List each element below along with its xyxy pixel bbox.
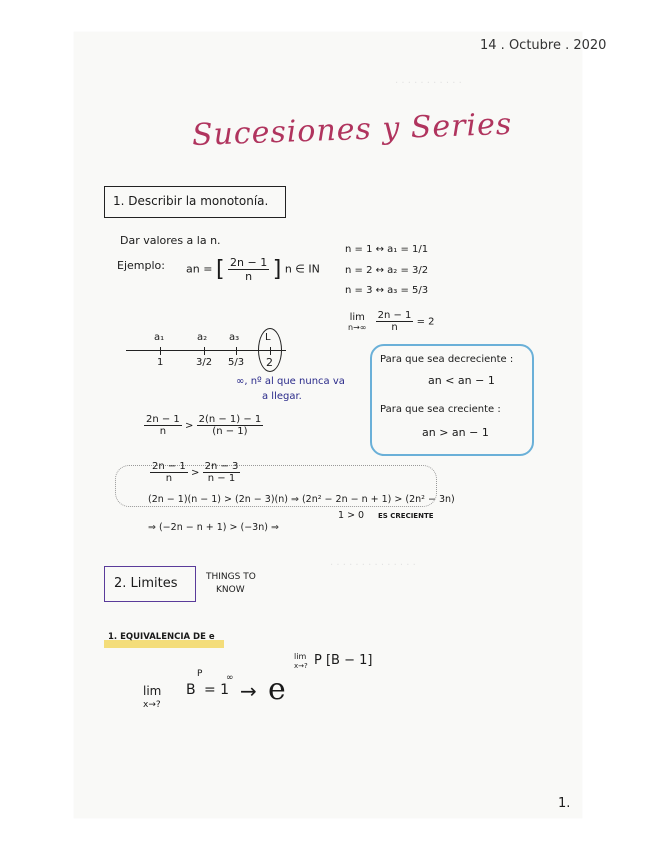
limit-expression	[348, 310, 435, 333]
ineq2-right	[203, 461, 241, 484]
ineq1-right-den: (n − 1)	[212, 426, 248, 437]
ineq2-right-den: n − 1	[207, 473, 236, 484]
limit-word: lim	[349, 311, 365, 323]
ineq1-right-num: 2(n − 1) − 1	[198, 414, 262, 425]
formula-e-lim: lim	[294, 652, 307, 661]
bubble-increasing-expr: an > an − 1	[422, 426, 489, 439]
limit-fraction	[376, 310, 414, 333]
date: 14 . Octubre . 2020	[480, 38, 607, 53]
ineq1-left-den: n	[159, 426, 167, 437]
section1-heading: 1. Describir la monotonía.	[113, 194, 269, 208]
numline-value-1: 1	[157, 357, 164, 368]
bleed-through-text: · · · · · · · · · · ·	[395, 78, 462, 89]
note-line-2: a llegar.	[262, 391, 302, 402]
ineq2-left	[150, 461, 188, 484]
ineq1-right	[197, 414, 264, 437]
number-line-tick	[204, 347, 205, 355]
formula-equals-one: = 1	[204, 682, 230, 698]
ineq2-operator: >	[191, 467, 200, 479]
derivation-step-1: (2n − 1)(n − 1) > (2n − 3)(n) ⇒ (2n² − 2n − n + 1) > (2n² − 3n)	[148, 494, 455, 505]
section2-subheading: 1. EQUIVALENCIA DE e	[108, 632, 215, 642]
note-line-1: ∞, nº al que nunca va	[236, 376, 345, 387]
numline-value-2: 3/2	[196, 357, 213, 368]
sequence-lhs: an =	[186, 262, 213, 276]
derivation-step-3: 1 > 0	[338, 510, 365, 521]
value-row-1: n = 1 ↔ a₁ = 1/1	[345, 244, 429, 255]
ineq2-left-num: 2n − 1	[152, 461, 186, 472]
limit-circle	[258, 328, 282, 372]
formula-lim: lim	[143, 684, 162, 698]
ineq2-left-den: n	[165, 473, 173, 484]
ineq1-left-num: 2n − 1	[146, 414, 180, 425]
bleed-through-text: · · · · · · · · · · · · · ·	[330, 560, 416, 571]
sequence-definition	[186, 256, 320, 283]
value-row-2: n = 2 ↔ a₂ = 3/2	[345, 265, 429, 276]
bracket-open: [	[215, 257, 225, 282]
number-line-tick	[160, 347, 161, 355]
limit-numerator: 2n − 1	[377, 310, 412, 321]
numline-value-limit: 2	[266, 356, 273, 369]
limit-denominator: n	[391, 322, 398, 333]
things-to-know-line-2: KNOW	[216, 585, 245, 595]
formula-arrow: →	[240, 679, 257, 703]
bubble-decreasing-label: Para que sea decreciente :	[380, 354, 514, 365]
formula-e: e	[268, 672, 286, 707]
ineq2-right-num: 2n − 3	[204, 461, 239, 472]
formula-e-exponent: P [B − 1]	[314, 653, 373, 668]
limit-result: = 2	[416, 316, 435, 328]
bubble-increasing-label: Para que sea creciente :	[380, 404, 501, 415]
inequality-2	[150, 461, 240, 484]
inequality-1	[144, 414, 263, 437]
numline-label-a2: a₂	[197, 332, 208, 343]
bubble-decreasing-expr: an < an − 1	[428, 374, 495, 387]
things-to-know-line-1: THINGS TO	[206, 572, 256, 582]
derivation-step-2: ⇒ (−2n − n + 1) > (−3n) ⇒	[148, 522, 279, 533]
formula-infinity: ∞	[226, 673, 234, 683]
sequence-fraction	[228, 256, 269, 283]
conclusion-label: ES CRECIENTE	[378, 512, 434, 520]
formula-lim-subscript: x→?	[143, 700, 161, 710]
numline-label-a3: a₃	[229, 332, 240, 343]
formula-base: B	[186, 682, 196, 698]
value-row-3: n = 3 ↔ a₃ = 5/3	[345, 285, 429, 296]
ineq1-left	[144, 414, 182, 437]
ineq1-operator: >	[185, 420, 194, 432]
page-title: Sucesiones y Series	[191, 106, 513, 153]
numline-label-L: L	[265, 332, 271, 343]
limit-operator	[348, 312, 366, 332]
limit-subscript: n→∞	[348, 322, 367, 332]
fraction-numerator: 2n − 1	[230, 256, 268, 269]
numline-value-3: 5/3	[228, 357, 245, 368]
formula-e-lim-subscript: x→?	[294, 662, 308, 670]
fraction-denominator: n	[245, 270, 253, 283]
section2-heading-box	[104, 566, 196, 602]
number-line-tick	[236, 347, 237, 355]
numline-label-a1: a₁	[154, 332, 165, 343]
section2-heading: 2. Limites	[114, 576, 178, 591]
intro-text: Dar valores a la n.	[120, 234, 221, 247]
example-label: Ejemplo:	[117, 259, 165, 272]
sequence-domain: n ∈ IN	[284, 262, 320, 276]
formula-exponent: P	[197, 669, 203, 679]
section1-heading-box	[104, 186, 286, 218]
page-number: 1.	[558, 796, 571, 811]
bracket-close: ]	[272, 257, 282, 282]
